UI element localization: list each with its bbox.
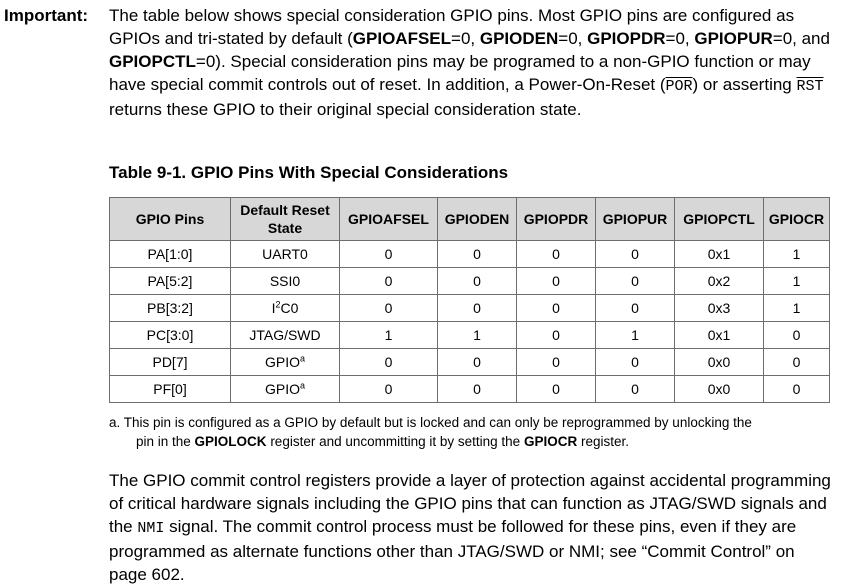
cell-pdr: 0 bbox=[517, 268, 596, 295]
table-row bbox=[110, 349, 830, 376]
state-suffix: C0 bbox=[280, 300, 299, 316]
register-name: GPIOPUR bbox=[694, 29, 773, 48]
state-superscript: 2 bbox=[275, 299, 281, 310]
cell-pur: 0 bbox=[596, 376, 675, 403]
commit-control-paragraph bbox=[109, 469, 834, 586]
cell-pdr: 0 bbox=[517, 376, 596, 403]
table-footnote bbox=[109, 413, 834, 451]
rst-signal: $\overline{RST}$ bbox=[796, 78, 824, 95]
cell-cr: 1 bbox=[764, 241, 830, 268]
cell-pur: 0 bbox=[596, 295, 675, 322]
cell-cr: 0 bbox=[764, 376, 830, 403]
state-text: GPIO bbox=[264, 381, 300, 397]
paragraph-text-segment: The GPIO commit control registers provide a layer of protection against accidental programming of critical hardware signals including the GPIO pins that can function as JTAG/SWD signals and the bbox=[109, 471, 831, 536]
important-text bbox=[109, 4, 836, 121]
footnote-line2 bbox=[109, 432, 834, 451]
table-row bbox=[110, 241, 830, 268]
cell-den: 1 bbox=[438, 322, 517, 349]
cell-pur: 0 bbox=[596, 349, 675, 376]
register-name: GPIOPDR bbox=[587, 29, 666, 48]
note-text-segment: =0, bbox=[665, 29, 695, 48]
cell-pins: PF[0] bbox=[110, 376, 231, 403]
cell-pins: PA[5:2] bbox=[110, 268, 231, 295]
header-gpiopctl: GPIOPCTL bbox=[675, 198, 764, 241]
state-text: I bbox=[271, 300, 276, 316]
footnote-text-segment: register and uncommitting it by setting the bbox=[266, 434, 524, 449]
cell-pdr: 0 bbox=[517, 241, 596, 268]
important-label: Important: bbox=[4, 6, 89, 25]
register-name: GPIOAFSEL bbox=[352, 29, 452, 48]
table-row bbox=[110, 268, 830, 295]
footnote-line1: a. This pin is configured as a GPIO by default but is locked and can only be reprogrammed by unlocking the bbox=[109, 415, 752, 430]
register-name: GPIOCR bbox=[523, 434, 578, 449]
cell-den: 0 bbox=[438, 295, 517, 322]
header-gpiocr: GPIOCR bbox=[764, 198, 830, 241]
state-text: SSI0 bbox=[269, 273, 301, 289]
table-row bbox=[110, 295, 830, 322]
note-text-segment: =0, bbox=[558, 29, 588, 48]
cell-pctl: 0x0 bbox=[675, 376, 764, 403]
cell-pctl: 0x3 bbox=[675, 295, 764, 322]
cell-den: 0 bbox=[438, 241, 517, 268]
table-caption: Table 9-1. GPIO Pins With Special Considerations bbox=[109, 163, 509, 182]
cell-pins: PC[3:0] bbox=[110, 322, 231, 349]
cell-pdr: 0 bbox=[517, 322, 596, 349]
por-signal: $\overline{POR}$ bbox=[665, 78, 693, 95]
cell-pins: PD[7] bbox=[110, 349, 231, 376]
cell-afsel: 0 bbox=[340, 268, 438, 295]
header-gpioden: GPIODEN bbox=[438, 198, 517, 241]
cell-reset-state bbox=[231, 295, 340, 322]
cell-pctl: 0x1 bbox=[675, 322, 764, 349]
header-reset-line1: Default Reset bbox=[240, 202, 330, 218]
gpio-special-pins-table bbox=[109, 197, 830, 403]
cell-cr: 0 bbox=[764, 349, 830, 376]
header-gpio-pins: GPIO Pins bbox=[110, 198, 231, 241]
cell-reset-state bbox=[231, 241, 340, 268]
cell-den: 0 bbox=[438, 349, 517, 376]
cell-pins: PA[1:0] bbox=[110, 241, 231, 268]
register-name: GPIOPCTL bbox=[109, 52, 196, 71]
footnote-text-segment: register. bbox=[577, 434, 629, 449]
cell-afsel: 0 bbox=[340, 376, 438, 403]
register-name: GPIODEN bbox=[479, 29, 559, 48]
cell-reset-state bbox=[231, 322, 340, 349]
cell-pur: 0 bbox=[596, 268, 675, 295]
table-row bbox=[110, 322, 830, 349]
footnote-text-segment: pin in the bbox=[136, 434, 195, 449]
cell-afsel: 1 bbox=[340, 322, 438, 349]
cell-afsel: 0 bbox=[340, 295, 438, 322]
note-text-segment: =0). Special consideration pins may be programed to a non-GPIO function or may have special commit controls out of reset. In addition, a Power-On-Reset ( bbox=[109, 52, 811, 94]
cell-pur: 0 bbox=[596, 241, 675, 268]
cell-cr: 0 bbox=[764, 322, 830, 349]
cell-pctl: 0x2 bbox=[675, 268, 764, 295]
paragraph-text-segment: signal. The commit control process must be followed for these pins, even if they are programmed as alternate functions other than JTAG/SWD or NMI; see “Commit Control” on page 602. bbox=[109, 517, 797, 584]
nmi-signal: NMI bbox=[137, 520, 165, 537]
note-text-segment: =0, bbox=[451, 29, 480, 48]
header-gpiopdr: GPIOPDR bbox=[517, 198, 596, 241]
header-gpiopur: GPIOPUR bbox=[596, 198, 675, 241]
table-row bbox=[110, 376, 830, 403]
cell-reset-state bbox=[231, 268, 340, 295]
header-gpioafsel: GPIOAFSEL bbox=[340, 198, 438, 241]
state-text: UART0 bbox=[262, 246, 308, 262]
cell-pctl: 0x0 bbox=[675, 349, 764, 376]
header-reset-line2: State bbox=[267, 220, 303, 236]
cell-afsel: 0 bbox=[340, 241, 438, 268]
cell-afsel: 0 bbox=[340, 349, 438, 376]
cell-reset-state bbox=[231, 376, 340, 403]
note-text-segment: =0, and bbox=[772, 29, 830, 48]
cell-den: 0 bbox=[438, 268, 517, 295]
state-superscript: a bbox=[300, 380, 306, 391]
state-text: GPIO bbox=[264, 354, 300, 370]
table-header-row bbox=[110, 198, 830, 241]
cell-pins: PB[3:2] bbox=[110, 295, 231, 322]
cell-pctl: 0x1 bbox=[675, 241, 764, 268]
cell-cr: 1 bbox=[764, 268, 830, 295]
cell-pdr: 0 bbox=[517, 295, 596, 322]
cell-pdr: 0 bbox=[517, 349, 596, 376]
note-text-segment: ) or asserting bbox=[692, 75, 797, 94]
state-superscript: a bbox=[300, 353, 306, 364]
note-text-segment: returns these GPIO to their original special consideration state. bbox=[109, 100, 582, 119]
cell-den: 0 bbox=[438, 376, 517, 403]
cell-reset-state bbox=[231, 349, 340, 376]
cell-pur: 1 bbox=[596, 322, 675, 349]
register-name: GPIOLOCK bbox=[194, 434, 267, 449]
header-default-reset-state bbox=[231, 198, 340, 241]
state-text: JTAG/SWD bbox=[249, 327, 321, 343]
cell-cr: 1 bbox=[764, 295, 830, 322]
note-text-segment: The table below shows special consideration GPIO pins. Most GPIO pins are configured as GPIOs and tri-stated by default ( bbox=[109, 6, 795, 48]
